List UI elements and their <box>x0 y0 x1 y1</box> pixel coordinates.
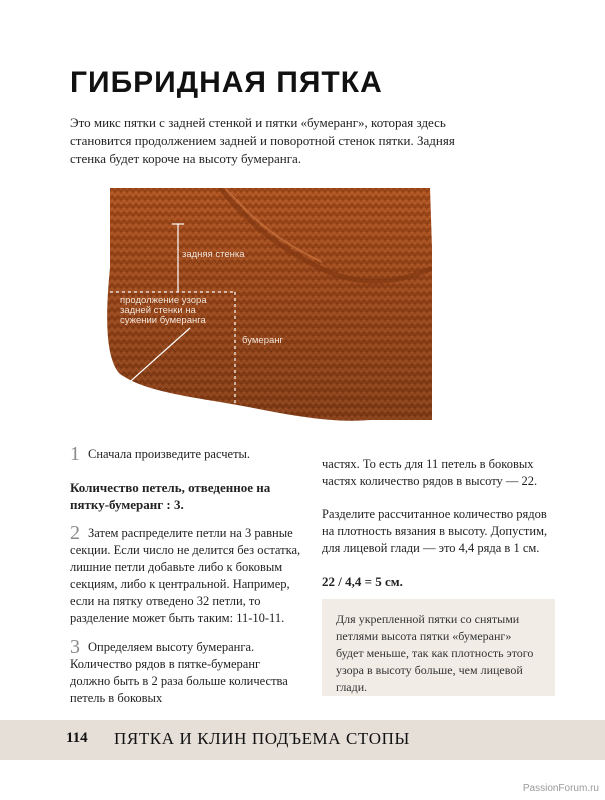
step-2-number: 2 <box>70 522 80 544</box>
note-box <box>322 599 555 696</box>
step-1-text: Сначала произведите расчеты. <box>88 447 251 461</box>
page-number: 114 <box>66 730 88 746</box>
step-2-text: Затем распределите петли на 3 равные секции. Если число не делится без остатка, лишние петли добавьте либо к боковым секциям, либо к центральной. Например, если на пятку отведено 32 петли, то разделение может быть таким: 11-10-11. <box>70 526 301 625</box>
intro-paragraph: Это микс пятки с задней стенкой и пятки «бумеранг», которая здесь становится продолжением задней и поворотной стенок пятки. Задняя стенка будет короче на высоту бумеранга. <box>70 115 455 166</box>
note-text: Для укрепленной пятки со снятыми петлями высота пятки «бумеранг» будет меньше, так как плотность этого узора в высоту больше, чем лицевой глади. <box>336 612 534 694</box>
right-column <box>322 456 562 590</box>
watermark: PassionForum.ru <box>522 783 599 794</box>
label-back-wall: задняя стенка <box>182 249 245 260</box>
page-title: ГИБРИДНАЯ ПЯТКА <box>70 66 383 99</box>
label-boomerang: бумеранг <box>242 335 283 346</box>
footer-bar <box>0 720 605 760</box>
right-paragraph-1: частях. То есть для 11 петель в боковых частях количество рядов в высоту — 22. <box>322 457 538 488</box>
section-title: ПЯТКА И КЛИН ПОДЪЕМА СТОПЫ <box>114 729 410 748</box>
formula: 22 / 4,4 = 5 см. <box>322 574 403 589</box>
step-3-text: Определяем высоту бумеранга. Количество рядов в пятке-бумеранг должно быть в 2 раза больше количества петель в боковых <box>70 640 288 705</box>
step-3 <box>70 636 302 707</box>
step-1-number: 1 <box>70 443 80 465</box>
heel-photo <box>70 188 432 428</box>
label-continuation: продолжение узора задней стенки на сужении бумеранга <box>120 295 207 326</box>
step-3-number: 3 <box>70 636 80 658</box>
step-1 <box>70 443 302 465</box>
right-paragraph-2: Разделите рассчитанное количество рядов на плотность вязания в высоту. Допустим, для лицевой глади — это 4,4 ряда в 1 см. <box>322 507 548 555</box>
section-heading: Количество петель, отведенное на пятку-бумеранг : 3. <box>70 480 271 512</box>
left-column <box>70 443 302 707</box>
step-2 <box>70 522 302 627</box>
